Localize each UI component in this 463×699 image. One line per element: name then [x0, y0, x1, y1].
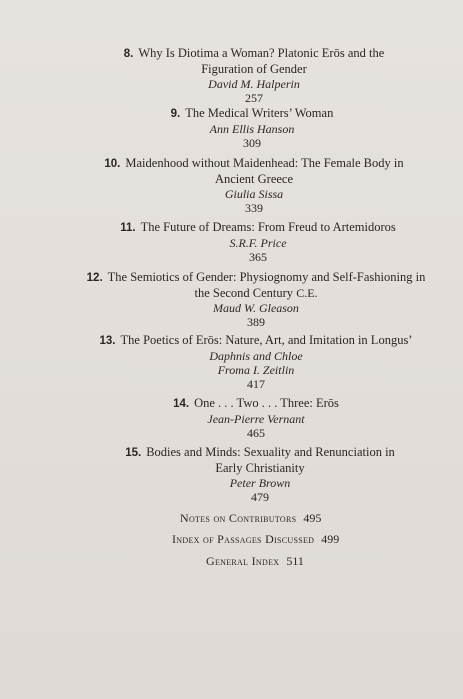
- toc-entry-title: [156, 396, 356, 412]
- toc-entry-page: 339: [245, 201, 263, 215]
- toc-entry-author: S.R.F. Price: [229, 236, 287, 250]
- toc-entry-page: 465: [247, 426, 265, 440]
- toc-entry-work-title: Daphnis and Chloe: [209, 349, 303, 363]
- toc-entry-number: 15.: [125, 447, 142, 459]
- toc-entry-13: [92, 333, 420, 391]
- back-matter-label: Notes on Contributors: [180, 511, 297, 525]
- toc-entry-title-line: The Future of Dreams: From Freud to Artemidoros: [140, 220, 396, 234]
- toc-entry-author: Giulia Sissa: [224, 187, 284, 201]
- toc-entry-title-line: Ancient Greece: [214, 172, 294, 186]
- back-matter-label: General Index: [206, 554, 280, 568]
- toc-entry-number: 12.: [86, 272, 103, 284]
- back-matter-label: Index of Passages Discussed: [172, 532, 315, 546]
- toc-entry-page: 365: [249, 250, 267, 264]
- toc-entry-title: [112, 46, 396, 62]
- toc-entry-title-line: The Semiotics of Gender: Physiognomy and Self-Fashioning in: [107, 270, 426, 284]
- toc-entry-title-line: The Medical Writers’ Woman: [185, 106, 334, 120]
- back-matter-page: 511: [286, 554, 304, 568]
- toc-entry-9: [152, 106, 352, 150]
- back-matter-page: 495: [303, 511, 322, 525]
- toc-entry-era-abbrev: C.E.: [296, 286, 318, 300]
- toc-entry-page: 417: [247, 377, 265, 391]
- toc-entry-author: Froma I. Zeitlin: [217, 363, 295, 377]
- toc-entry-author: Ann Ellis Hanson: [209, 122, 295, 136]
- toc-entry-number: 9.: [170, 108, 181, 120]
- toc-entry-author: David M. Halperin: [208, 77, 300, 91]
- toc-entry-title: [152, 106, 352, 122]
- toc-entry-title: [100, 156, 408, 172]
- toc-entry-title: [108, 220, 408, 236]
- toc-entry-title-line-text: the Second Century: [194, 286, 294, 300]
- toc-entry-author: Maud W. Gleason: [213, 301, 299, 315]
- toc-entry-title-line: The Poetics of Erōs: Nature, Art, and Imitation in Longus’: [120, 333, 413, 347]
- toc-entry-title-line: Maidenhood without Maidenhead: The Female Body in: [125, 156, 404, 170]
- toc-entry-title-line: Figuration of Gender: [201, 62, 307, 76]
- toc-entry-title: [92, 333, 420, 349]
- toc-entry-number: 11.: [120, 222, 136, 234]
- back-matter-index-of-passages: [172, 532, 339, 546]
- toc-entry-author: Peter Brown: [229, 476, 291, 490]
- toc-entry-title-line: [82, 286, 430, 301]
- toc-entry-page: 389: [247, 315, 265, 329]
- toc-entry-page: 257: [245, 91, 263, 105]
- toc-entry-page: 309: [243, 136, 261, 150]
- back-matter-notes-on-contributors: [180, 511, 321, 525]
- toc-entry-title: [110, 445, 410, 461]
- toc-entry-title: [82, 270, 430, 286]
- toc-entry-10: [100, 156, 408, 215]
- toc-entry-title-line: Early Christianity: [215, 461, 305, 475]
- toc-entry-number: 14.: [173, 398, 190, 410]
- toc-entry-number: 10.: [104, 158, 121, 170]
- toc-entry-12: [82, 270, 430, 329]
- back-matter-page: 499: [321, 532, 340, 546]
- toc-entry-title-line: One . . . Two . . . Three: Erōs: [194, 396, 339, 410]
- toc-entry-number: 8.: [123, 48, 134, 60]
- toc-entry-number: 13.: [99, 335, 116, 347]
- toc-entry-title-line: Why Is Diotima a Woman? Platonic Erōs and the: [138, 46, 385, 60]
- toc-entry-15: [110, 445, 410, 504]
- toc-entry-14: [156, 396, 356, 440]
- toc-entry-title-line: Bodies and Minds: Sexuality and Renunciation in: [146, 445, 395, 459]
- toc-entry-8: [112, 46, 396, 105]
- back-matter-general-index: [206, 554, 304, 568]
- toc-entry-page: 479: [251, 490, 269, 504]
- toc-entry-11: [108, 220, 408, 264]
- toc-entry-author: Jean-Pierre Vernant: [207, 412, 305, 426]
